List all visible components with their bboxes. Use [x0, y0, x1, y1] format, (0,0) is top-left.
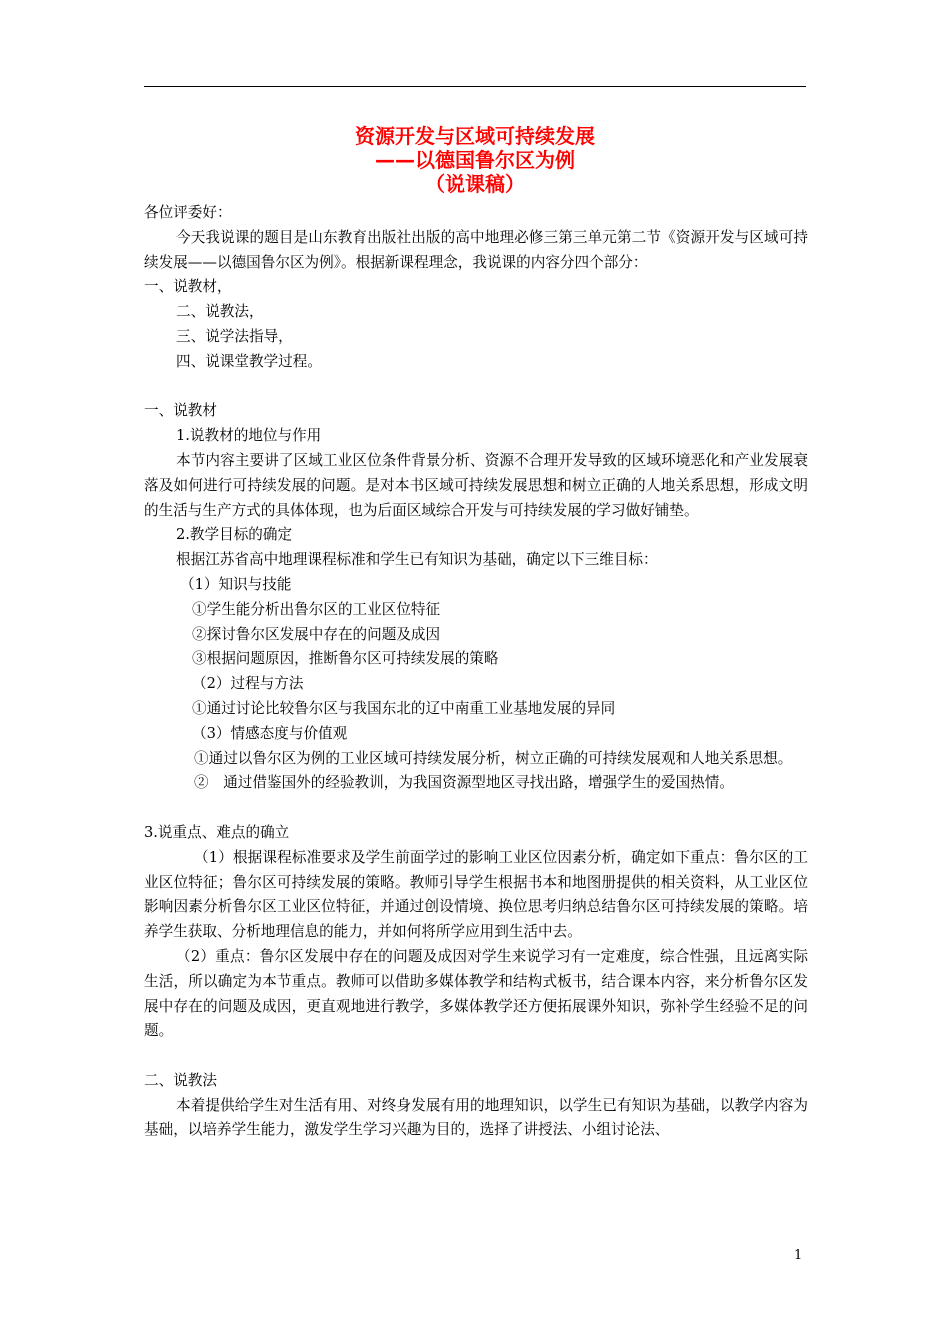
paragraph: （1）根据课程标准要求及学生前面学过的影响工业区位因素分析，确定如下重点：鲁尔区的工业区位特征；鲁尔区可持续发展的策略。教师引导学生根据书本和地图册提供的相关资料，从工业区位影响因素分析鲁尔区工业区位特征，并通过创设情境、换位思考归纳总结鲁尔区可持续发展的策略。培养学生获取、分析地理信息的能力，并如何将所学应用到生活中去。 [144, 848, 808, 941]
paragraph: 本着提供给学生对生活有用、对终身发展有用的地理知识，以学生已有知识为基础，以教学内容为基础，以培养学生能力，激发学生学习兴趣为目的，选择了讲授法、小组讨论法、 [144, 1096, 808, 1139]
goal-item: ①学生能分析出鲁尔区的工业区位特征 [192, 600, 441, 618]
goal-heading: （2）过程与方法 [192, 675, 304, 693]
paragraph: 本节内容主要讲了区域工业区位条件背景分析、资源不合理开发导致的区域环境恶化和产业发展衰落及如何进行可持续发展的问题。是对本书区域可持续发展思想和树立正确的人地关系思想，形成文明的生活与生产方式的具体体现，也为后面区域综合开发与可持续发展的学习做好铺垫。 [144, 451, 808, 519]
subsection-heading: 2.教学目标的确定 [176, 526, 293, 544]
document-title: 资源开发与区域可持续发展 [355, 124, 595, 148]
page-number: 1 [794, 1248, 803, 1263]
goal-item: ①通过以鲁尔区为例的工业区域可持续发展分析，树立正确的可持续发展观和人地关系思想。 [194, 749, 793, 767]
greeting: 各位评委好： [144, 204, 232, 221]
outline-item: 四、说课堂教学过程。 [176, 352, 322, 370]
document-subtitle: ——以德国鲁尔区为例 [375, 148, 575, 172]
subsection-heading: 1.说教材的地位与作用 [176, 427, 322, 445]
header-rule [144, 86, 806, 87]
outline-item: 二、说教法， [176, 303, 264, 321]
paragraph: 根据江苏省高中地理课程标准和学生已有知识为基础，确定以下三维目标： [176, 551, 658, 569]
goal-item: ①通过讨论比较鲁尔区与我国东北的辽中南重工业基地发展的异同 [192, 699, 616, 717]
goal-item: ② 通过借鉴国外的经验教训，为我国资源型地区寻找出路，增强学生的爱国热情。 [194, 774, 734, 792]
section-heading: 二、说教法 [144, 1071, 217, 1089]
intro-paragraph: 今天我说课的题目是山东教育出版社出版的高中地理必修三第三单元第二节《资源开发与区域可持续发展——以德国鲁尔区为例》。根据新课程理念，我说课的内容分四个部分： [144, 228, 808, 271]
goal-item: ③根据问题原因，推断鲁尔区可持续发展的策略 [192, 650, 499, 668]
outline-item: 三、说学法指导， [176, 327, 293, 345]
goal-heading: （3）情感态度与价值观 [192, 724, 348, 742]
outline-item: 一、说教材， [144, 278, 232, 296]
document-type-label: （说课稿） [425, 172, 525, 196]
goal-item: ②探讨鲁尔区发展中存在的问题及成因 [192, 625, 441, 643]
subsection-heading: 3.说重点、难点的确立 [144, 823, 290, 841]
section-heading: 一、说教材 [144, 402, 217, 420]
document-body [144, 201, 808, 1143]
paragraph: （2）重点：鲁尔区发展中存在的问题及成因对学生来说学习有一定难度，综合性强，且远离实际生活，所以确定为本节重点。教师可以借助多媒体教学和结构式板书，结合课本内容，来分析鲁尔区发展中存在的问题及成因，更直观地进行教学，多媒体教学还方便拓展课外知识，弥补学生经验不足的问题。 [144, 947, 808, 1040]
goal-heading: （1）知识与技能 [180, 575, 292, 593]
